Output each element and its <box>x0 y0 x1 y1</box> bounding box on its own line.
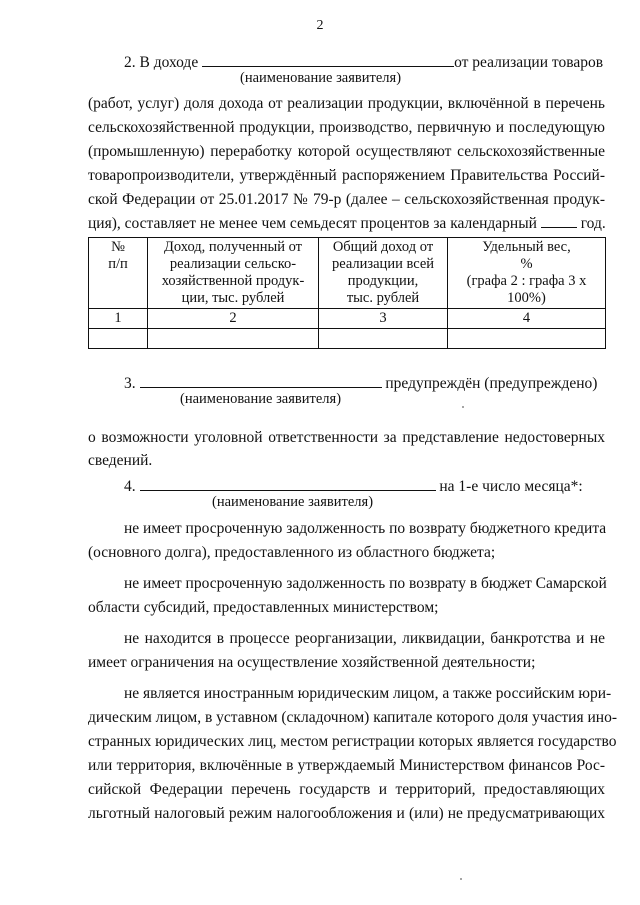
section2-line-1: (работ, услуг) доля дохода от реализации продукции, включённой в перечень <box>88 95 605 112</box>
section4-p4-line-6: льготный налоговый режим налогообложения и (или) не предусматривающих <box>88 805 605 822</box>
section2-last-start: ция), составляет не менее чем семьдесят процентов за календарный <box>88 215 537 232</box>
table-number-row <box>89 309 606 329</box>
year-blank[interactable] <box>541 213 577 228</box>
section2-line-2: сельскохозяйственной продукции, производство, первичную и последующую <box>88 119 605 136</box>
section2-last-line <box>88 213 606 233</box>
section2-prefix: 2. В доходе <box>124 54 199 71</box>
table-cell[interactable] <box>148 329 319 349</box>
section4-p2-line-1: не имеет просроченную задолженность по возврату в бюджет Самарской <box>124 575 607 592</box>
applicant-name-blank-1[interactable] <box>202 52 454 67</box>
section4-p4-line-4: или территория, включённые в утверждаемый Министерством финансов Рос- <box>88 757 605 774</box>
section4-p3-line-1: не находится в процессе реорганизации, ликвидации, банкротства и не <box>124 630 605 647</box>
header-total-income: Общий доход от реализации всей продукции, тыс. рублей <box>319 238 448 309</box>
section3-caption: (наименование заявителя) <box>180 391 342 407</box>
header-number: № п/п <box>89 238 148 309</box>
table-cell: 2 <box>148 309 319 329</box>
header-share: Удельный вес, % (графа 2 : графа 3 х 100%) <box>448 238 606 309</box>
section2-caption: (наименование заявителя) <box>240 70 402 86</box>
table-cell: 3 <box>319 309 448 329</box>
section2-line-3: (промышленную) переработку которой осуществляют сельскохозяйственные <box>88 143 605 160</box>
section2-suffix: от реализации товаров <box>454 54 604 71</box>
section2-line-4: товаропроизводители, утверждённый распоряжением Правительства Россий- <box>88 167 605 184</box>
applicant-name-blank-3[interactable] <box>140 476 436 491</box>
section3-last-line: сведений. <box>88 452 153 469</box>
section3-prefix: 3. <box>124 375 136 392</box>
section2-line-5: ской Федерации от 25.01.2017 № 79-р (далее – сельскохозяйственная продук- <box>88 191 605 208</box>
section2-last-end: год. <box>580 215 606 232</box>
applicant-name-blank-2[interactable] <box>140 373 382 388</box>
section4-p4-line-3: странных юридических лиц, местом регистрации которых является государство <box>88 733 617 750</box>
table-cell: 1 <box>89 309 148 329</box>
section4-p4-line-2: дическим лицом, в уставном (складочном) капитале которого доля участия ино- <box>88 709 617 726</box>
section4-prefix: 4. <box>124 478 136 495</box>
table-cell[interactable] <box>319 329 448 349</box>
table-cell[interactable] <box>89 329 148 349</box>
section4-suffix: на 1-е число месяца*: <box>439 478 583 495</box>
scan-speck <box>462 406 464 408</box>
section3-first-line <box>124 373 597 393</box>
table-cell[interactable] <box>448 329 606 349</box>
table-cell: 4 <box>448 309 606 329</box>
section4-first-line <box>124 476 583 496</box>
scan-speck <box>460 878 462 880</box>
section3-suffix: предупреждён (предупреждено) <box>385 375 598 392</box>
income-table <box>88 237 606 349</box>
page-number: 2 <box>316 18 324 33</box>
section4-caption: (наименование заявителя) <box>212 494 374 510</box>
section4-p2-line-2: области субсидий, предоставленных министерством; <box>88 599 439 616</box>
section2-first-line <box>124 52 603 72</box>
section4-p4-line-5: сийской Федерации перечень государств и территорий, предоставляющих <box>88 781 605 798</box>
section4-p1-line-2: (основного долга), предоставленного из областного бюджета; <box>88 544 496 561</box>
section4-p4-line-1: не является иностранным юридическим лицом, а также российским юри- <box>124 685 612 702</box>
table-header-row <box>89 238 606 309</box>
table-row <box>89 329 606 349</box>
header-agri-income: Доход, полученный от реализации сельско- хозяйственной продук- ции, тыс. рублей <box>148 238 319 309</box>
section3-line-1: о возможности уголовной ответственности за представление недостоверных <box>88 429 605 446</box>
section4-p3-line-2: имеет ограничения на осуществление хозяйственной деятельности; <box>88 654 536 671</box>
section4-p1-line-1: не имеет просроченную задолженность по возврату бюджетного кредита <box>124 520 607 537</box>
